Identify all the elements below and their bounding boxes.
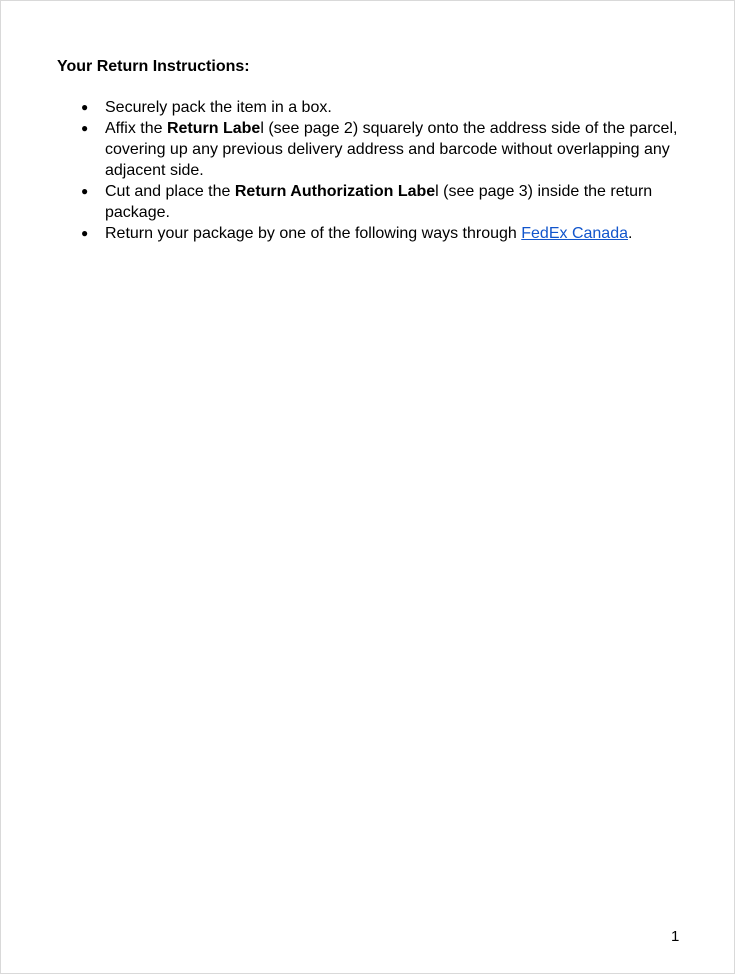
- return-authorization-label-bold: Return Authorization Labe: [234, 183, 436, 200]
- list-item: [81, 118, 681, 181]
- list-item: [81, 97, 681, 118]
- item-text-after: l (see page 3) inside the return package.: [105, 183, 653, 221]
- bullet-icon: ●: [81, 100, 89, 114]
- fedex-canada-link[interactable]: FedEx Canada: [521, 225, 628, 242]
- item-text-after: .: [627, 225, 633, 242]
- list-item: [81, 181, 681, 223]
- item-text-before: Cut and place the: [105, 183, 235, 200]
- item-text-before: Return your package by one of the following ways through: [105, 225, 522, 242]
- instructions-list: [81, 97, 681, 244]
- bullet-icon: ●: [81, 184, 89, 198]
- bullet-icon: ●: [81, 121, 89, 135]
- page-number: 1: [671, 928, 680, 945]
- item-text-after: l (see page 2) squarely onto the address side of the parcel, covering up any previous delivery address and barcode without overlapping any adjacent side.: [105, 120, 678, 179]
- instructions-heading: Your Return Instructions:: [57, 58, 250, 75]
- list-item: [81, 223, 681, 244]
- item-text: Securely pack the item in a box.: [105, 99, 332, 116]
- bullet-icon: ●: [81, 226, 89, 240]
- item-text-before: Affix the: [105, 120, 167, 137]
- return-label-bold: Return Labe: [166, 120, 261, 137]
